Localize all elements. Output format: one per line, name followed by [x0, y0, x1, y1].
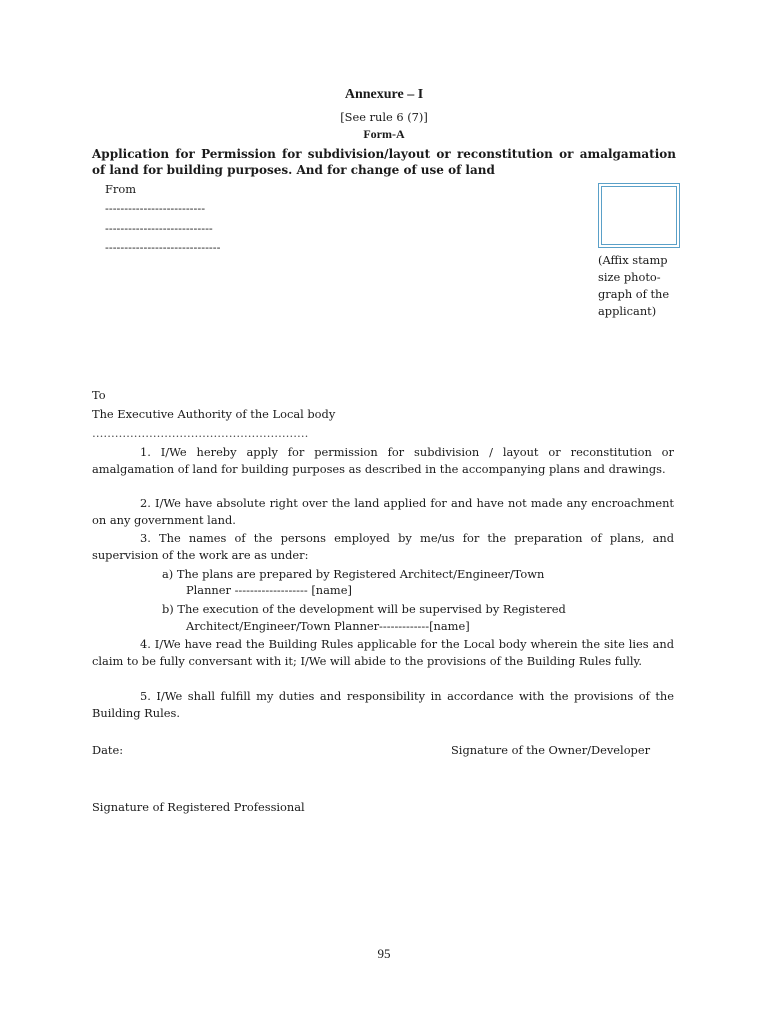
- photo-note-line: size photo-: [598, 270, 661, 284]
- photo-box: [598, 183, 680, 248]
- from-label: From: [105, 182, 137, 196]
- paragraph-5: 5. I/We shall fulfill my duties and responsibility in accordance with the provisions of the Building Rules.: [92, 689, 674, 720]
- paragraph-3a-line-2: Planner ------------------- [name]: [186, 583, 352, 597]
- paragraph-3: 3. The names of the persons employed by me/us for the preparation of plans, and supervision of the work are as under:: [92, 531, 674, 562]
- paragraph-3b-line-1: b) The execution of the development will be supervised by Registered: [162, 602, 566, 616]
- to-label: To: [92, 388, 106, 402]
- photo-note: [598, 252, 688, 320]
- paragraph-3b-line-2: Architect/Engineer/Town Planner-------------[name]: [186, 619, 470, 633]
- authority-dots: …………………………………………………: [92, 426, 309, 440]
- date-label: Date:: [92, 743, 124, 757]
- executive-authority: The Executive Authority of the Local body: [92, 407, 336, 421]
- page-number: 95: [377, 946, 391, 961]
- from-line-2: ----------------------------: [105, 221, 213, 235]
- photo-note-line: applicant): [598, 304, 657, 318]
- paragraph-2: 2. I/We have absolute right over the land applied for and have not made any encroachment on any government land.: [92, 496, 674, 527]
- photo-note-line: (Affix stamp: [598, 253, 668, 267]
- see-rule: [See rule 6 (7)]: [340, 110, 428, 124]
- photo-note-line: graph of the: [598, 287, 670, 301]
- from-line-3: ------------------------------: [105, 240, 221, 254]
- application-title: Application for Permission for subdivision/layout or reconstitution or amalgamation of land for building purposes. And for change of use of land: [92, 147, 676, 177]
- owner-signature: Signature of the Owner/Developer: [451, 743, 651, 757]
- form-label: Form-A: [363, 127, 405, 141]
- paragraph-1: 1. I/We hereby apply for permission for subdivision / layout or reconstitution or amalgamation of land for building purposes as described in the accompanying plans and drawings.: [92, 445, 674, 476]
- annexure-title: Annexure – I: [344, 87, 424, 102]
- paragraph-3a-line-1: a) The plans are prepared by Registered Architect/Engineer/Town: [162, 567, 545, 581]
- professional-signature: Signature of Registered Professional: [92, 800, 305, 814]
- from-line-1: --------------------------: [105, 201, 206, 215]
- paragraph-4: 4. I/We have read the Building Rules applicable for the Local body wherein the site lies and claim to be fully conversant with it; I/We will abide to the provisions of the Building Rules fully.: [92, 637, 674, 668]
